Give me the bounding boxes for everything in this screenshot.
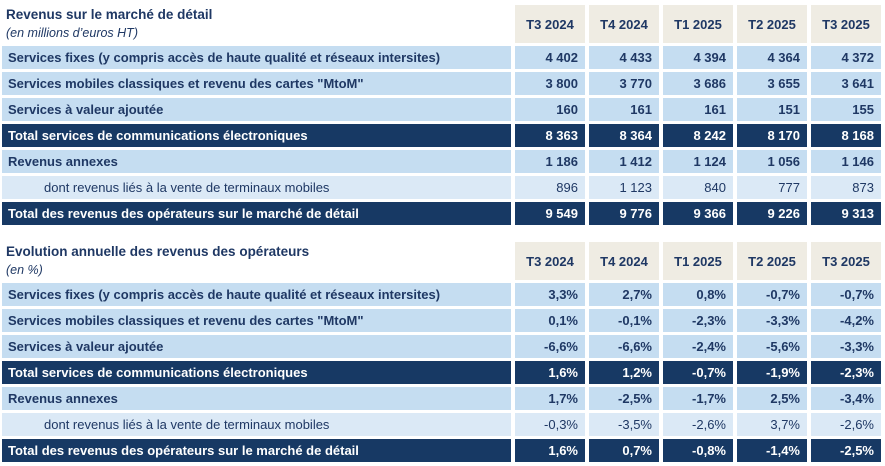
value-cell: 161 bbox=[589, 98, 659, 121]
value-cell: 3,7% bbox=[737, 413, 807, 436]
value-cell: 4 433 bbox=[589, 46, 659, 69]
value-cell: 0,8% bbox=[663, 283, 733, 306]
value-cell: -4,2% bbox=[811, 309, 881, 332]
table-row bbox=[2, 309, 885, 332]
row-label: Revenus annexes bbox=[2, 150, 511, 173]
total-row bbox=[2, 202, 885, 225]
table-row bbox=[2, 176, 885, 199]
column-header-t3-2024: T3 2024 bbox=[515, 5, 585, 43]
value-cell: 4 372 bbox=[811, 46, 881, 69]
total-row bbox=[2, 124, 885, 147]
table-header-row bbox=[2, 5, 885, 43]
value-cell: -0,3% bbox=[515, 413, 585, 436]
row-label: Total des revenus des opérateurs sur le marché de détail bbox=[2, 439, 511, 462]
value-cell: -6,6% bbox=[589, 335, 659, 358]
column-header-t3-2024: T3 2024 bbox=[515, 242, 585, 280]
value-cell: -0,7% bbox=[663, 361, 733, 384]
value-cell: 1 056 bbox=[737, 150, 807, 173]
value-cell: 1,7% bbox=[515, 387, 585, 410]
column-header-t1-2025: T1 2025 bbox=[663, 242, 733, 280]
column-header-t3-2025: T3 2025 bbox=[811, 5, 881, 43]
value-cell: 9 226 bbox=[737, 202, 807, 225]
value-cell: 777 bbox=[737, 176, 807, 199]
value-cell: -3,3% bbox=[737, 309, 807, 332]
row-label: Services mobiles classiques et revenu des cartes "MtoM" bbox=[2, 72, 511, 95]
value-cell: 3 686 bbox=[663, 72, 733, 95]
value-cell: 8 364 bbox=[589, 124, 659, 147]
column-header-t4-2024: T4 2024 bbox=[589, 242, 659, 280]
row-label: Revenus annexes bbox=[2, 387, 511, 410]
retail-revenue-table bbox=[2, 5, 885, 225]
value-cell: 155 bbox=[811, 98, 881, 121]
value-cell: -2,3% bbox=[811, 361, 881, 384]
table-subtitle: (en %) bbox=[6, 263, 43, 277]
row-label: Services fixes (y compris accès de haute qualité et réseaux intersites) bbox=[2, 283, 511, 306]
value-cell: 160 bbox=[515, 98, 585, 121]
table-body bbox=[2, 283, 885, 462]
value-cell: -3,3% bbox=[811, 335, 881, 358]
value-cell: 0,7% bbox=[589, 439, 659, 462]
row-label: dont revenus liés à la vente de terminaux mobiles bbox=[2, 413, 511, 436]
table-row bbox=[2, 46, 885, 69]
value-cell: 3 800 bbox=[515, 72, 585, 95]
table-row bbox=[2, 387, 885, 410]
value-cell: -6,6% bbox=[515, 335, 585, 358]
value-cell: -2,4% bbox=[663, 335, 733, 358]
value-cell: 151 bbox=[737, 98, 807, 121]
value-cell: 3 641 bbox=[811, 72, 881, 95]
value-cell: 2,5% bbox=[737, 387, 807, 410]
row-label: Total services de communications électroniques bbox=[2, 124, 511, 147]
column-header-t3-2025: T3 2025 bbox=[811, 242, 881, 280]
value-cell: 161 bbox=[663, 98, 733, 121]
value-cell: -0,7% bbox=[811, 283, 881, 306]
value-cell: 0,1% bbox=[515, 309, 585, 332]
value-cell: 840 bbox=[663, 176, 733, 199]
value-cell: 2,7% bbox=[589, 283, 659, 306]
value-cell: 8 363 bbox=[515, 124, 585, 147]
column-header-t2-2025: T2 2025 bbox=[737, 242, 807, 280]
table-title: Revenus sur le marché de détail bbox=[6, 7, 213, 22]
value-cell: -0,8% bbox=[663, 439, 733, 462]
annual-evolution-table bbox=[2, 242, 885, 462]
value-cell: 1 412 bbox=[589, 150, 659, 173]
table-row bbox=[2, 98, 885, 121]
table-row bbox=[2, 283, 885, 306]
value-cell: -3,4% bbox=[811, 387, 881, 410]
value-cell: 1,6% bbox=[515, 361, 585, 384]
row-label: Services fixes (y compris accès de haute qualité et réseaux intersites) bbox=[2, 46, 511, 69]
row-label: Total services de communications électroniques bbox=[2, 361, 511, 384]
value-cell: 1 146 bbox=[811, 150, 881, 173]
table-row bbox=[2, 335, 885, 358]
row-label: Total des revenus des opérateurs sur le marché de détail bbox=[2, 202, 511, 225]
row-label: dont revenus liés à la vente de terminaux mobiles bbox=[2, 176, 511, 199]
value-cell: 9 776 bbox=[589, 202, 659, 225]
table-body bbox=[2, 46, 885, 225]
value-cell: 873 bbox=[811, 176, 881, 199]
value-cell: -1,7% bbox=[663, 387, 733, 410]
value-cell: -3,5% bbox=[589, 413, 659, 436]
table-row bbox=[2, 72, 885, 95]
value-cell: -2,6% bbox=[663, 413, 733, 436]
value-cell: 1,2% bbox=[589, 361, 659, 384]
value-cell: 9 549 bbox=[515, 202, 585, 225]
value-cell: 3 655 bbox=[737, 72, 807, 95]
row-label: Services mobiles classiques et revenu des cartes "MtoM" bbox=[2, 309, 511, 332]
value-cell: 3 770 bbox=[589, 72, 659, 95]
value-cell: 4 394 bbox=[663, 46, 733, 69]
value-cell: -5,6% bbox=[737, 335, 807, 358]
value-cell: -1,9% bbox=[737, 361, 807, 384]
table-row bbox=[2, 413, 885, 436]
value-cell: 1 186 bbox=[515, 150, 585, 173]
table-subtitle: (en millions d’euros HT) bbox=[6, 26, 138, 40]
column-header-t2-2025: T2 2025 bbox=[737, 5, 807, 43]
value-cell: 4 364 bbox=[737, 46, 807, 69]
value-cell: 3,3% bbox=[515, 283, 585, 306]
table-title: Evolution annuelle des revenus des opérateurs bbox=[6, 244, 310, 259]
value-cell: -2,5% bbox=[811, 439, 881, 462]
value-cell: 9 366 bbox=[663, 202, 733, 225]
value-cell: -2,5% bbox=[589, 387, 659, 410]
value-cell: 1,6% bbox=[515, 439, 585, 462]
value-cell: -2,6% bbox=[811, 413, 881, 436]
table-row bbox=[2, 150, 885, 173]
value-cell: 8 242 bbox=[663, 124, 733, 147]
value-cell: 8 168 bbox=[811, 124, 881, 147]
value-cell: -0,7% bbox=[737, 283, 807, 306]
value-cell: 8 170 bbox=[737, 124, 807, 147]
value-cell: -0,1% bbox=[589, 309, 659, 332]
row-label: Services à valeur ajoutée bbox=[2, 335, 511, 358]
value-cell: 4 402 bbox=[515, 46, 585, 69]
total-row bbox=[2, 361, 885, 384]
table-title-cell bbox=[2, 242, 511, 280]
value-cell: 896 bbox=[515, 176, 585, 199]
row-label: Services à valeur ajoutée bbox=[2, 98, 511, 121]
value-cell: 9 313 bbox=[811, 202, 881, 225]
value-cell: 1 124 bbox=[663, 150, 733, 173]
table-title-cell bbox=[2, 5, 511, 43]
table-header-row bbox=[2, 242, 885, 280]
total-row bbox=[2, 439, 885, 462]
value-cell: -2,3% bbox=[663, 309, 733, 332]
column-header-t4-2024: T4 2024 bbox=[589, 5, 659, 43]
column-header-t1-2025: T1 2025 bbox=[663, 5, 733, 43]
value-cell: -1,4% bbox=[737, 439, 807, 462]
value-cell: 1 123 bbox=[589, 176, 659, 199]
